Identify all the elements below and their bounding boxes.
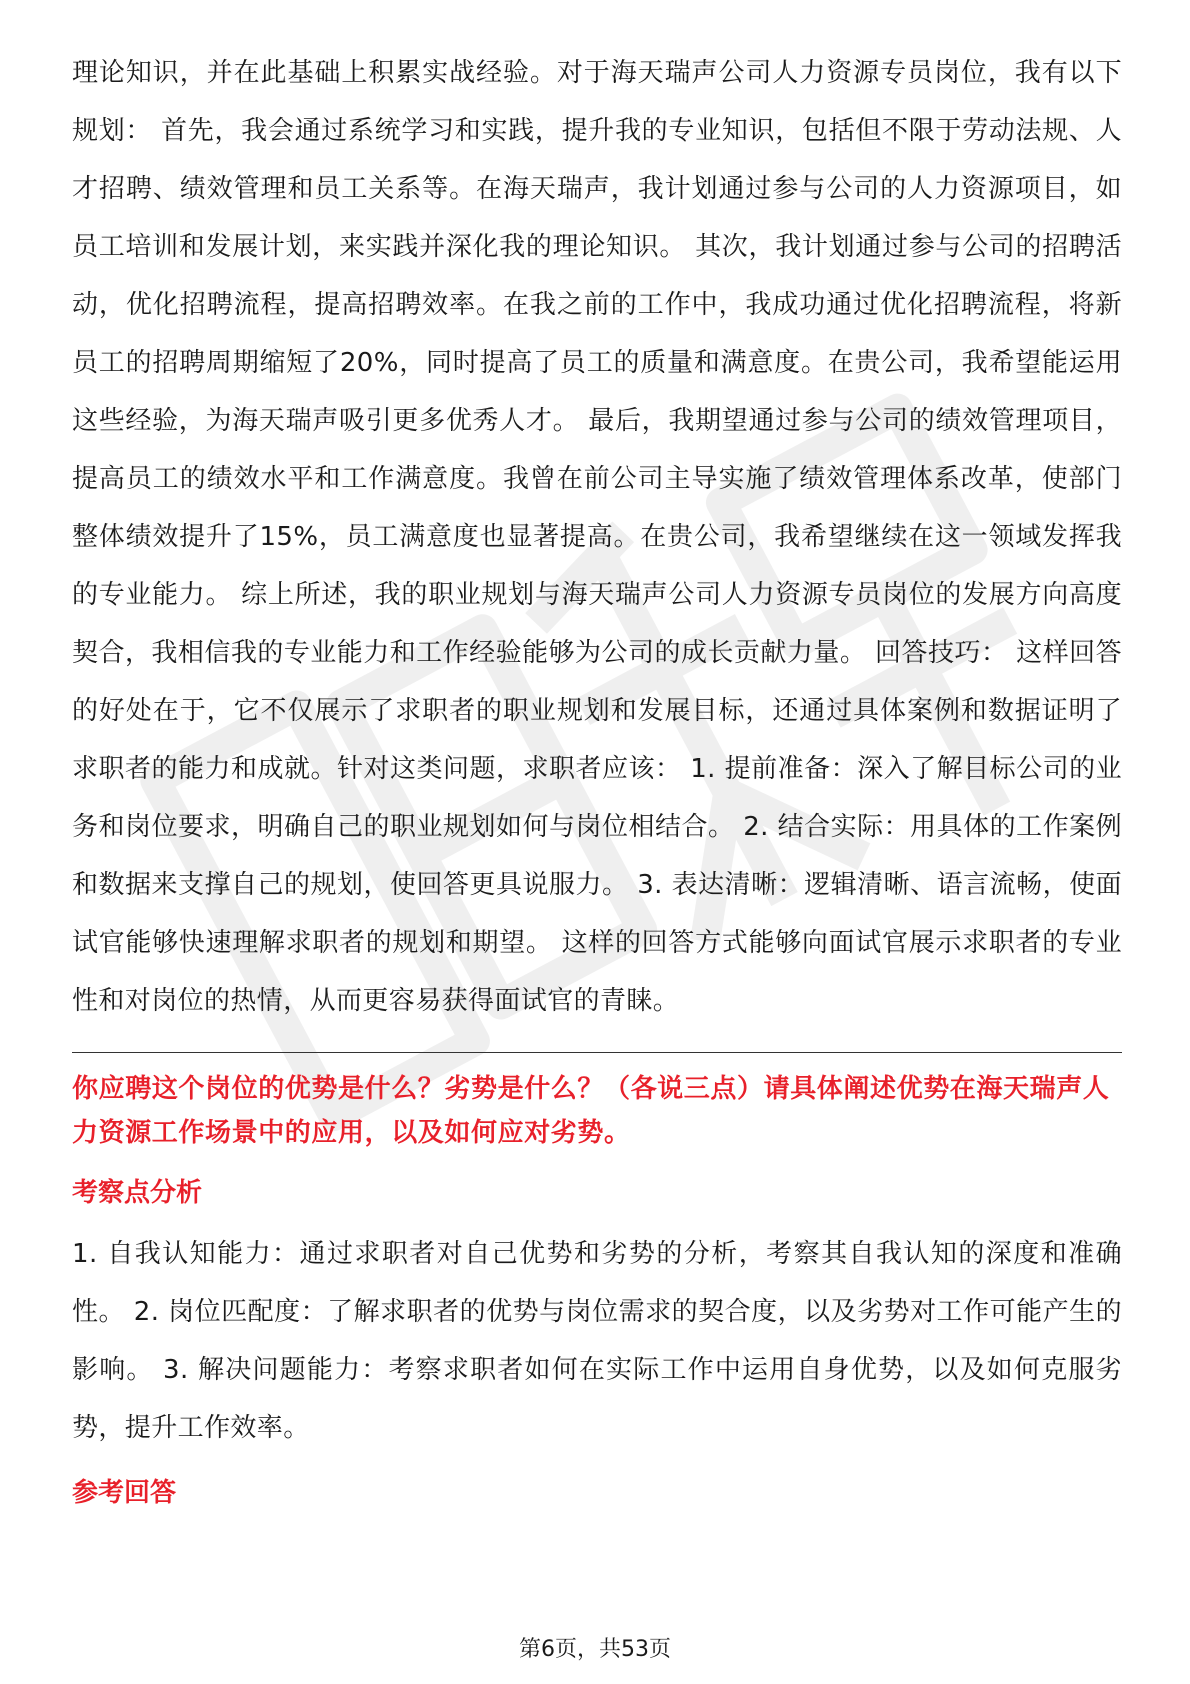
- answer-continuation-text: 理论知识，并在此基础上积累实战经验。对于海天瑞声公司人力资源专员岗位，我有以下规划： 首先，我会通过系统学习和实践，提升我的专业知识，包括但不限于劳动法规、人才招聘、绩效管理和员工关系等。在海天瑞声，我计划通过参与公司的人力资源项目，如员工培训和发展计划，来实践并深化我的理论知识。 其次，我计划通过参与公司的招聘活动，优化招聘流程，提高招聘效率。在我之前的工作中，我成功通过优化招聘流程，将新员工的招聘周期缩短了20%，同时提高了员工的质量和满意度。在贵公司，我希望能运用这些经验，为海天瑞声吸引更多优秀人才。 最后，我期望通过参与公司的绩效管理项目，提高员工的绩效水平和工作满意度。我曾在前公司主导实施了绩效管理体系改革，使部门整体绩效提升了15%，员工满意度也显著提高。在贵公司，我希望继续在这一领域发挥我的专业能力。 综上所述，我的职业规划与海天瑞声公司人力资源专员岗位的发展方向高度契合，我相信我的专业能力和工作经验能够为公司的成长贡献力量。 回答技巧： 这样回答的好处在于，它不仅展示了求职者的职业规划和发展目标，还通过具体案例和数据证明了求职者的能力和成就。针对这类问题，求职者应该： 1. 提前准备：深入了解目标公司的业务和岗位要求，明确自己的职业规划如何与岗位相结合。 2. 结合实际：用具体的工作案例和数据来支撑自己的规划，使回答更具说服力。 3. 表达清晰：逻辑清晰、语言流畅，使面试官能够快速理解求职者的规划和期望。 这样的回答方式能够向面试官展示求职者的专业性和对岗位的热情，从而更容易获得面试官的青睐。: [72, 58, 1122, 1016]
- document-page: [72, 44, 1122, 1513]
- analysis-heading: 考察点分析: [72, 1178, 203, 1208]
- page-number-footer: 第6页，共53页: [519, 1637, 671, 1662]
- analysis-text: 1. 自我认知能力：通过求职者对自己优势和劣势的分析，考察其自我认知的深度和准确性。 2. 岗位匹配度：了解求职者的优势与岗位需求的契合度，以及劣势对工作可能产生的影响。 3. 解决问题能力：考察求职者如何在实际工作中运用自身优势，以及如何克服劣势，提升工作效率。: [72, 1239, 1122, 1443]
- section-divider: [72, 1052, 1122, 1053]
- reference-answer-heading: 参考回答: [72, 1478, 177, 1508]
- interview-question: 你应聘这个岗位的优势是什么？劣势是什么？（各说三点）请具体阐述优势在海天瑞声人力资源工作场景中的应用，以及如何应对劣势。: [72, 1074, 1110, 1148]
